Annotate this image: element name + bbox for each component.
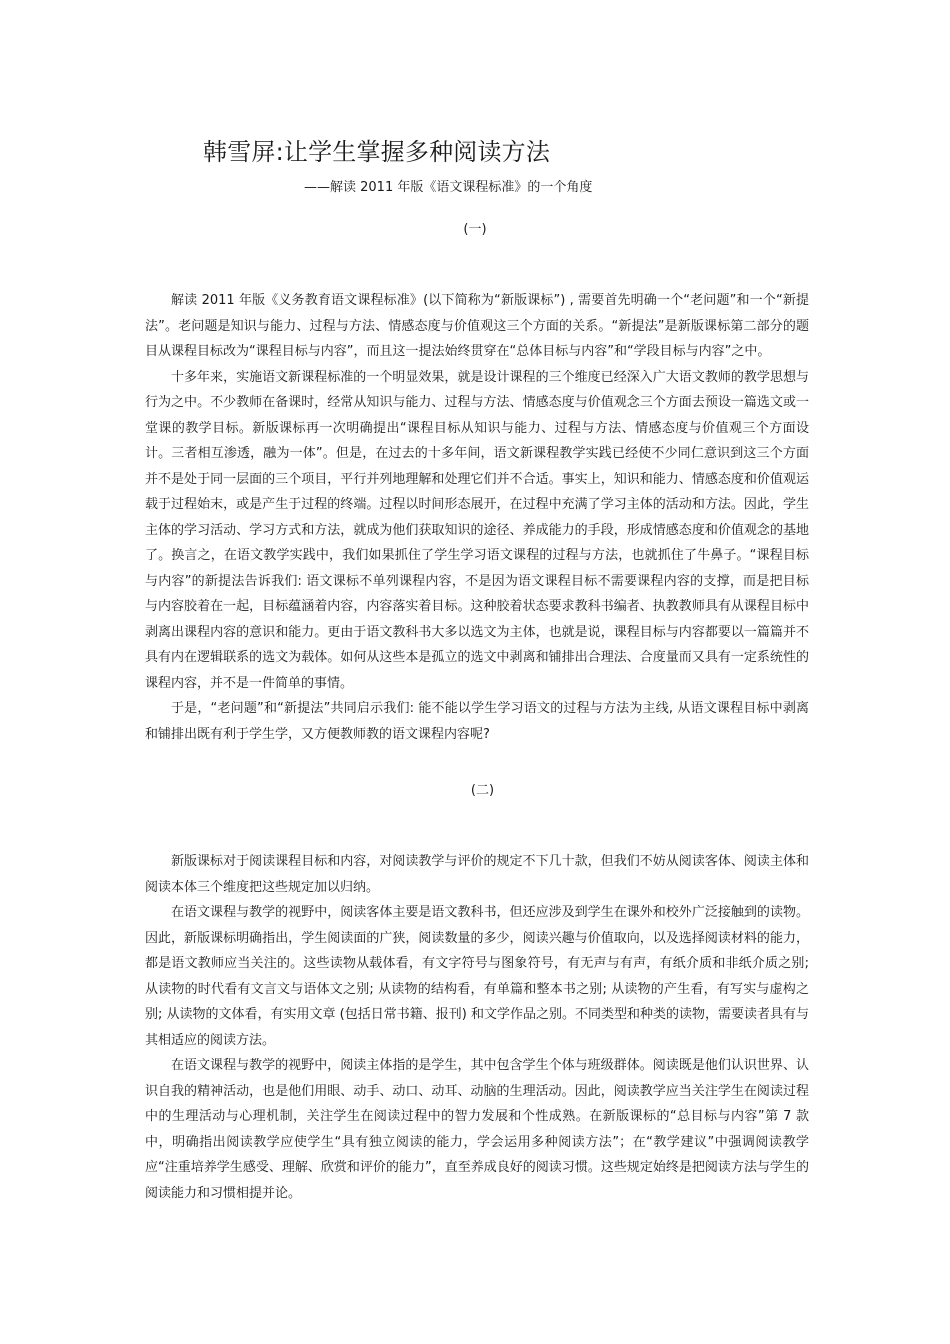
section-2-body <box>145 849 809 1206</box>
paragraph: 在语文课程与教学的视野中，阅读主体指的是学生，其中包含学生个体与班级群体。阅读既是他们认识世界、认识自我的精神活动，也是他们用眼、动手、动口、动耳、动脑的生理活动。因此，阅读教学应当关注学生在阅读过程中的生理活动与心理机制，关注学生在阅读过程中的智力发展和个性成熟。在新版课标的“总目标与内容”第 7 款中，明确指出阅读教学应使学生“具有独立阅读的能力，学会运用多种阅读方法”；在“教学建议”中强调阅读教学应“注重培养学生感受、理解、欣赏和评价的能力”，直至养成良好的阅读习惯。这些规定始终是把阅读方法与学生的阅读能力和习惯相提并论。 <box>145 1058 809 1201</box>
paragraph: 十多年来，实施语文新课程标准的一个明显效果，就是设计课程的三个维度已经深入广大语文教师的教学思想与行为之中。不少教师在备课时，经常从知识与能力、过程与方法、情感态度与价值观念三个方面去预设一篇选文或一堂课的教学目标。新版课标再一次明确提出“课程目标从知识与能力、过程与方法、情感态度与价值观三个方面设计。三者相互渗透，融为一体”。但是，在过去的十多年间，语文新课程教学实践已经使不少同仁意识到这三个方面并不是处于同一层面的三个项目，平行并列地理解和处理它们并不合适。事实上，知识和能力、情感态度和价值观运载于过程始末，或是产生于过程的终端。过程以时间形态展开，在过程中充满了学习主体的活动和方法。因此，学生主体的学习活动、学习方式和方法，就成为他们获取知识的途径、养成能力的手段，形成情感态度和价值观念的基地了。换言之，在语文教学实践中，我们如果抓住了学生学习语文课程的过程与方法，也就抓住了牛鼻子。“课程目标与内容”的新提法告诉我们: 语文课标不单列课程内容，不是因为语文课程目标不需要课程内容的支撑，而是把目标与内容胶着在一起，目标蕴涵着内容，内容落实着目标。这种胶着状态要求教科书编者、执教教师具有从课程目标中剥离出课程内容的意识和能力。更由于语文教科书大多以选文为主体，也就是说，课程目标与内容都要以一篇篇并不具有内在逻辑联系的选文为载体。如何从这些本是孤立的选文中剥离和铺排出合理法、合度量而又具有一定系统性的课程内容，并不是一件简单的事情。 <box>145 369 809 691</box>
page-subtitle: ——解读 2011 年版《语文课程标准》的一个角度 <box>304 180 593 195</box>
page-title: 韩雪屏:让学生掌握多种阅读方法 <box>203 138 551 166</box>
paragraph: 解读 2011 年版《义务教育语文课程标准》(以下简称为“新版课标”) , 需要首先明确一个“老问题”和一个“新提法”。老问题是知识与能力、过程与方法、情感态度与价值观这三个方面的关系。“新提法”是新版课标第二部分的题目从课程目标改为“课程目标与内容”，而且这一提法始终贯穿在“总体目标与内容”和“学段目标与内容”之中。 <box>145 293 809 359</box>
paragraph: 于是，“老问题”和“新提法”共同启示我们: 能不能以学生学习语文的过程与方法为主线, 从语文课程目标中剥离和铺排出既有利于学生学，又方便教师教的语文课程内容呢? <box>145 701 809 742</box>
section-heading-1: (一) <box>463 222 487 237</box>
paragraph: 新版课标对于阅读课程目标和内容，对阅读教学与评价的规定不下几十款，但我们不妨从阅读客体、阅读主体和阅读本体三个维度把这些规定加以归纳。 <box>145 854 809 895</box>
section-heading-2: (二) <box>470 783 495 798</box>
paragraph: 在语文课程与教学的视野中，阅读客体主要是语文教科书，但还应涉及到学生在课外和校外广泛接触到的读物。因此，新版课标明确指出，学生阅读面的广狭，阅读数量的多少，阅读兴趣与价值取向，以及选择阅读材料的能力，都是语文教师应当关注的。这些读物从载体看，有文字符号与图象符号，有无声与有声，有纸介质和非纸介质之别; 从读物的时代看有文言文与语体文之别; 从读物的结构看，有单篇和整本书之别; 从读物的产生看，有写实与虚构之别; 从读物的文体看，有实用文章 (包括日常书籍、报刊) 和文学作品之别。不同类型和种类的读物，需要读者具有与其相适应的阅读方法。 <box>145 905 809 1048</box>
section-1-body <box>145 288 809 747</box>
